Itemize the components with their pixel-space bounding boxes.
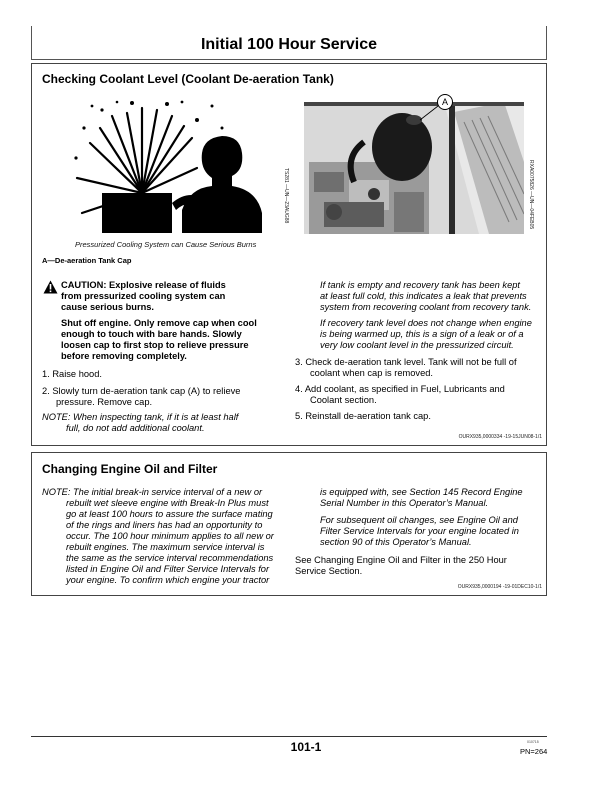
oil-note-line-9: your engine. To confirm which engine your tractor bbox=[66, 575, 270, 585]
note-line-1: NOTE: When inspecting tank, if it is at least half bbox=[42, 412, 239, 422]
step-4-line-1: 4. Add coolant, as specified in Fuel, Lubricants and bbox=[295, 384, 505, 394]
fig1-code: TS281 —UN—23AUG88 bbox=[283, 168, 289, 224]
step-3-line-2: coolant when cap is removed. bbox=[310, 368, 433, 378]
caution-line-2: from pressurized cooling system can bbox=[61, 291, 226, 301]
page-number: 101-1 bbox=[290, 740, 322, 754]
oil-heading: Changing Engine Oil and Filter bbox=[42, 462, 218, 476]
oil-note-line-5: occur. The 100 hour minimum applies to all new or bbox=[66, 531, 274, 541]
oil-right-p3-line-2: Service Section. bbox=[295, 566, 363, 576]
coolant-section bbox=[31, 63, 547, 446]
oil-right-p3-line-1: See Changing Engine Oil and Filter in the 250 Hour bbox=[295, 555, 507, 565]
coolant-heading: Checking Coolant Level (Coolant De-aeration Tank) bbox=[42, 72, 334, 86]
oil-note-line-8: listed in Engine Oil and Filter Service Intervals for bbox=[66, 564, 270, 574]
fig1-caption: Pressurized Cooling System can Cause Serious Burns bbox=[75, 240, 257, 249]
oil-right-p2-line-1: For subsequent oil changes, see Engine Oil and bbox=[320, 515, 518, 525]
step-2-line-2: pressure. Remove cap. bbox=[56, 397, 153, 407]
oil-section bbox=[31, 452, 547, 596]
right-p1-line-2: at least full cold, this indicates a leak that prevents bbox=[320, 291, 527, 301]
shutoff-line-1: Shut off engine. Only remove cap when cool bbox=[61, 318, 257, 328]
pressurized-burn-illustration bbox=[72, 98, 272, 233]
pn-label: PN=264 bbox=[520, 747, 548, 756]
shutoff-line-4: before removing completely. bbox=[61, 351, 187, 361]
title-box bbox=[31, 26, 547, 60]
right-p1-line-1: If tank is empty and recovery tank has been kept bbox=[320, 280, 520, 290]
coolant-ref-code: OURX935,0000334 -19-15JUN08-1/1 bbox=[458, 434, 542, 440]
callout-a-circle: A bbox=[437, 94, 453, 110]
print-code: 010715 bbox=[527, 740, 539, 744]
oil-note-line-7: the same as the service interval recommendations bbox=[66, 553, 274, 563]
step-5: 5. Reinstall de-aeration tank cap. bbox=[295, 411, 431, 421]
engine-photo bbox=[304, 97, 524, 234]
page-title: Initial 100 Hour Service bbox=[200, 36, 378, 53]
caution-line-1: CAUTION: Explosive release of fluids bbox=[61, 280, 226, 290]
shutoff-line-2: enough to touch with bare hands. Slowly bbox=[61, 329, 242, 339]
caution-line-3: cause serious burns. bbox=[61, 302, 155, 312]
right-p2-line-1: If recovery tank level does not change when engine bbox=[320, 318, 532, 328]
oil-note-line-2: rebuilt wet sleeve engine with Break-In Plus must bbox=[66, 498, 269, 508]
step-3-line-1: 3. Check de-aeration tank level. Tank will not be full of bbox=[295, 357, 517, 367]
caution-triangle-icon bbox=[43, 280, 58, 294]
note-line-2: full, do not add additional coolant. bbox=[66, 423, 205, 433]
oil-note-line-3: go at least 100 hours to assure the surface mating bbox=[66, 509, 273, 519]
right-p2-line-3: very low coolant level in the pressurized circuit. bbox=[320, 340, 514, 350]
oil-right-p2-line-3: section 90 of this Operator’s Manual. bbox=[320, 537, 472, 547]
footer-rule bbox=[31, 736, 547, 737]
oil-note-line-1: NOTE: The initial break-in service interval of a new or bbox=[42, 487, 263, 497]
oil-ref-code: OURX935,0000194 -19-01DEC10-1/1 bbox=[457, 584, 542, 590]
oil-right-p1-line-1: is equipped with, see Section 145 Record Engine bbox=[320, 487, 523, 497]
step-4-line-2: Coolant section. bbox=[310, 395, 377, 405]
step-1: 1. Raise hood. bbox=[42, 369, 102, 379]
oil-note-line-4: of the rings and liners has had an opportunity to bbox=[66, 520, 263, 530]
oil-note-line-6: rebuilt engines. The maximum service interval is bbox=[66, 542, 265, 552]
right-p1-line-3: system from recovering coolant from recovery tank. bbox=[320, 302, 532, 312]
shutoff-line-3: loosen cap to first stop to relieve pressure bbox=[61, 340, 249, 350]
person-silhouette bbox=[182, 136, 262, 233]
oil-right-p1-line-2: Serial Number in this Operator’s Manual. bbox=[320, 498, 489, 508]
radiator-block bbox=[102, 193, 172, 233]
callout-legend: A—De-aeration Tank Cap bbox=[42, 256, 132, 265]
oil-right-p2-line-2: Filter Service Intervals for your engine located in bbox=[320, 526, 519, 536]
right-p2-line-2: is being warmed up, this is a sign of a leak or of a bbox=[320, 329, 524, 339]
fig2-code: RXA0075826 —UN—04FEB05 bbox=[528, 160, 534, 230]
step-2-line-1: 2. Slowly turn de-aeration tank cap (A) to relieve bbox=[42, 386, 241, 396]
